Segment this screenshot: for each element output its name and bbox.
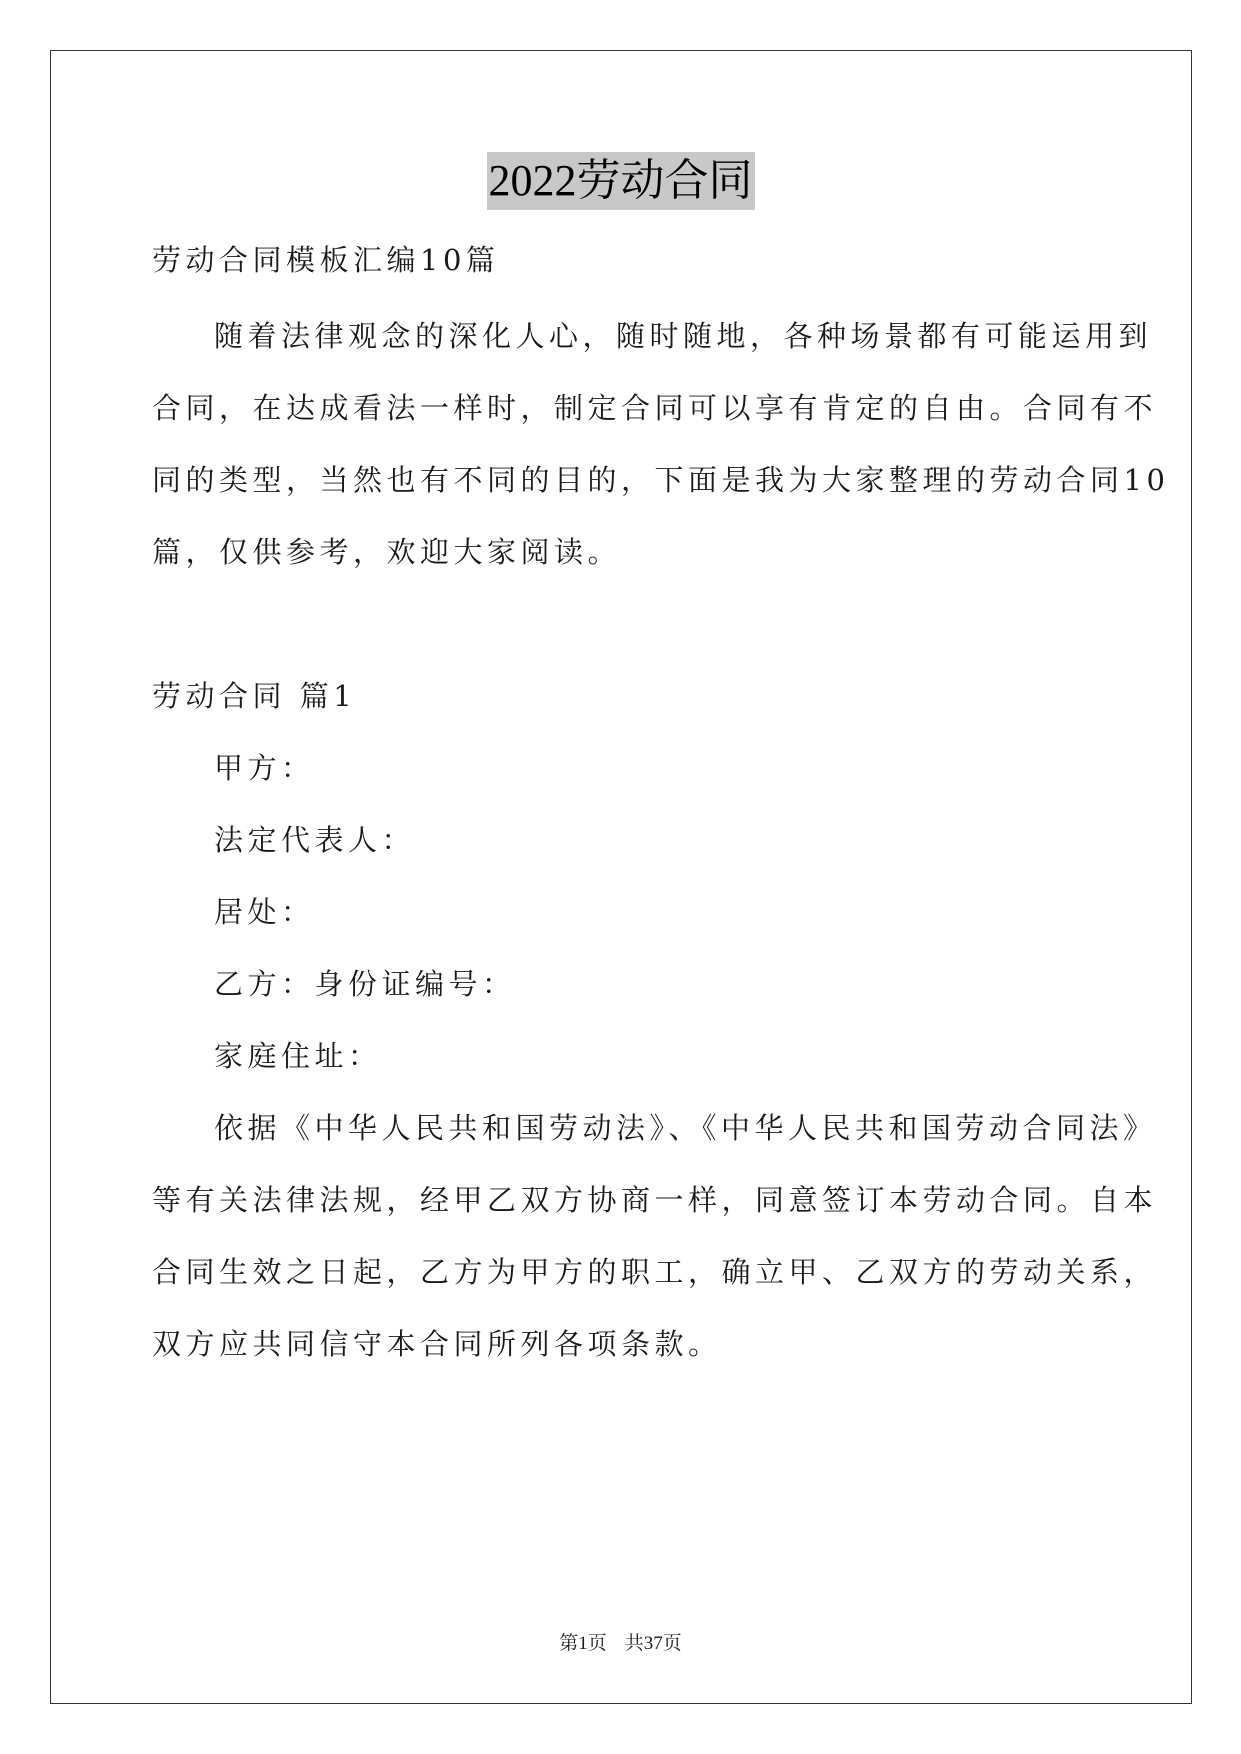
field-party-b-id: 乙方：身份证编号： [214, 967, 516, 1001]
section-heading: 劳动合同 篇1 [152, 679, 357, 713]
field-home-address: 家庭住址： [214, 1039, 382, 1073]
intro-line-1: 随着法律观念的深化人心，随时随地，各种场景都有可能运用到 [214, 319, 1153, 353]
page-footer [0, 1632, 1241, 1656]
field-party-a: 甲方： [214, 751, 315, 785]
page-border [50, 50, 1192, 1704]
page-number-current: 第1页 [559, 1633, 607, 1654]
title-container [0, 152, 1241, 210]
page-number-total: 共37页 [624, 1633, 682, 1654]
intro-line-2: 合同，在达成看法一样时，制定合同可以享有肯定的自由。合同有不 [152, 391, 1158, 425]
document-title: 2022劳动合同 [487, 152, 755, 210]
intro-line-4: 篇，仅供参考，欢迎大家阅读。 [152, 535, 622, 569]
field-residence: 居处： [214, 895, 315, 929]
intro-line-3: 同的类型，当然也有不同的目的，下面是我为大家整理的劳动合同10 [152, 463, 1170, 497]
field-legal-representative: 法定代表人： [214, 823, 416, 857]
body-line-4: 双方应共同信守本合同所列各项条款。 [152, 1327, 722, 1361]
body-line-3: 合同生效之日起，乙方为甲方的职工，确立甲、乙双方的劳动关系， [152, 1255, 1158, 1289]
body-line-1: 依据《中华人民共和国劳动法》、《中华人民共和国劳动合同法》 [214, 1111, 1157, 1145]
document-subtitle: 劳动合同模板汇编10篇 [152, 243, 500, 277]
body-line-2: 等有关法律法规，经甲乙双方协商一样，同意签订本劳动合同。自本 [152, 1183, 1158, 1217]
